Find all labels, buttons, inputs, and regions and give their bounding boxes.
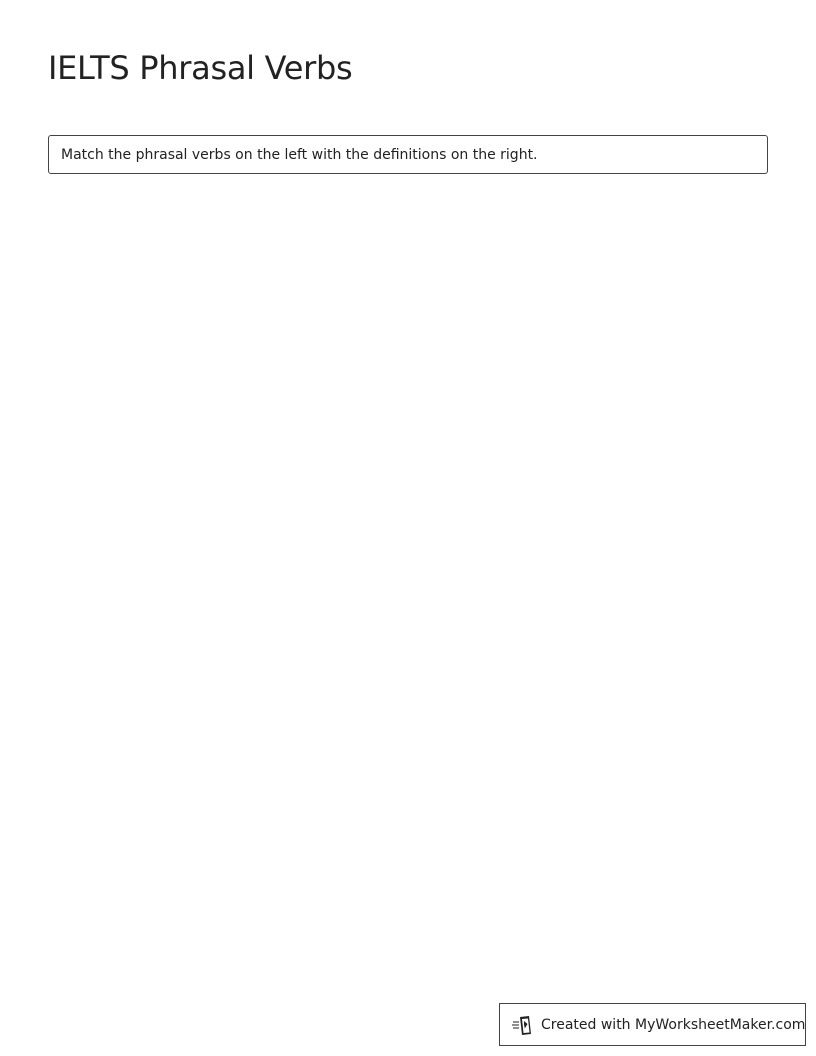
myworksheetmaker-logo-icon xyxy=(512,1014,534,1036)
footer-credit-badge[interactable] xyxy=(499,1003,806,1046)
page-title: IELTS Phrasal Verbs xyxy=(48,49,353,87)
footer-credit-text[interactable]: Created with MyWorksheetMaker.com xyxy=(541,1016,806,1033)
instructions-text: Match the phrasal verbs on the left with the definitions on the right. xyxy=(61,146,538,163)
instructions-box xyxy=(48,135,768,174)
